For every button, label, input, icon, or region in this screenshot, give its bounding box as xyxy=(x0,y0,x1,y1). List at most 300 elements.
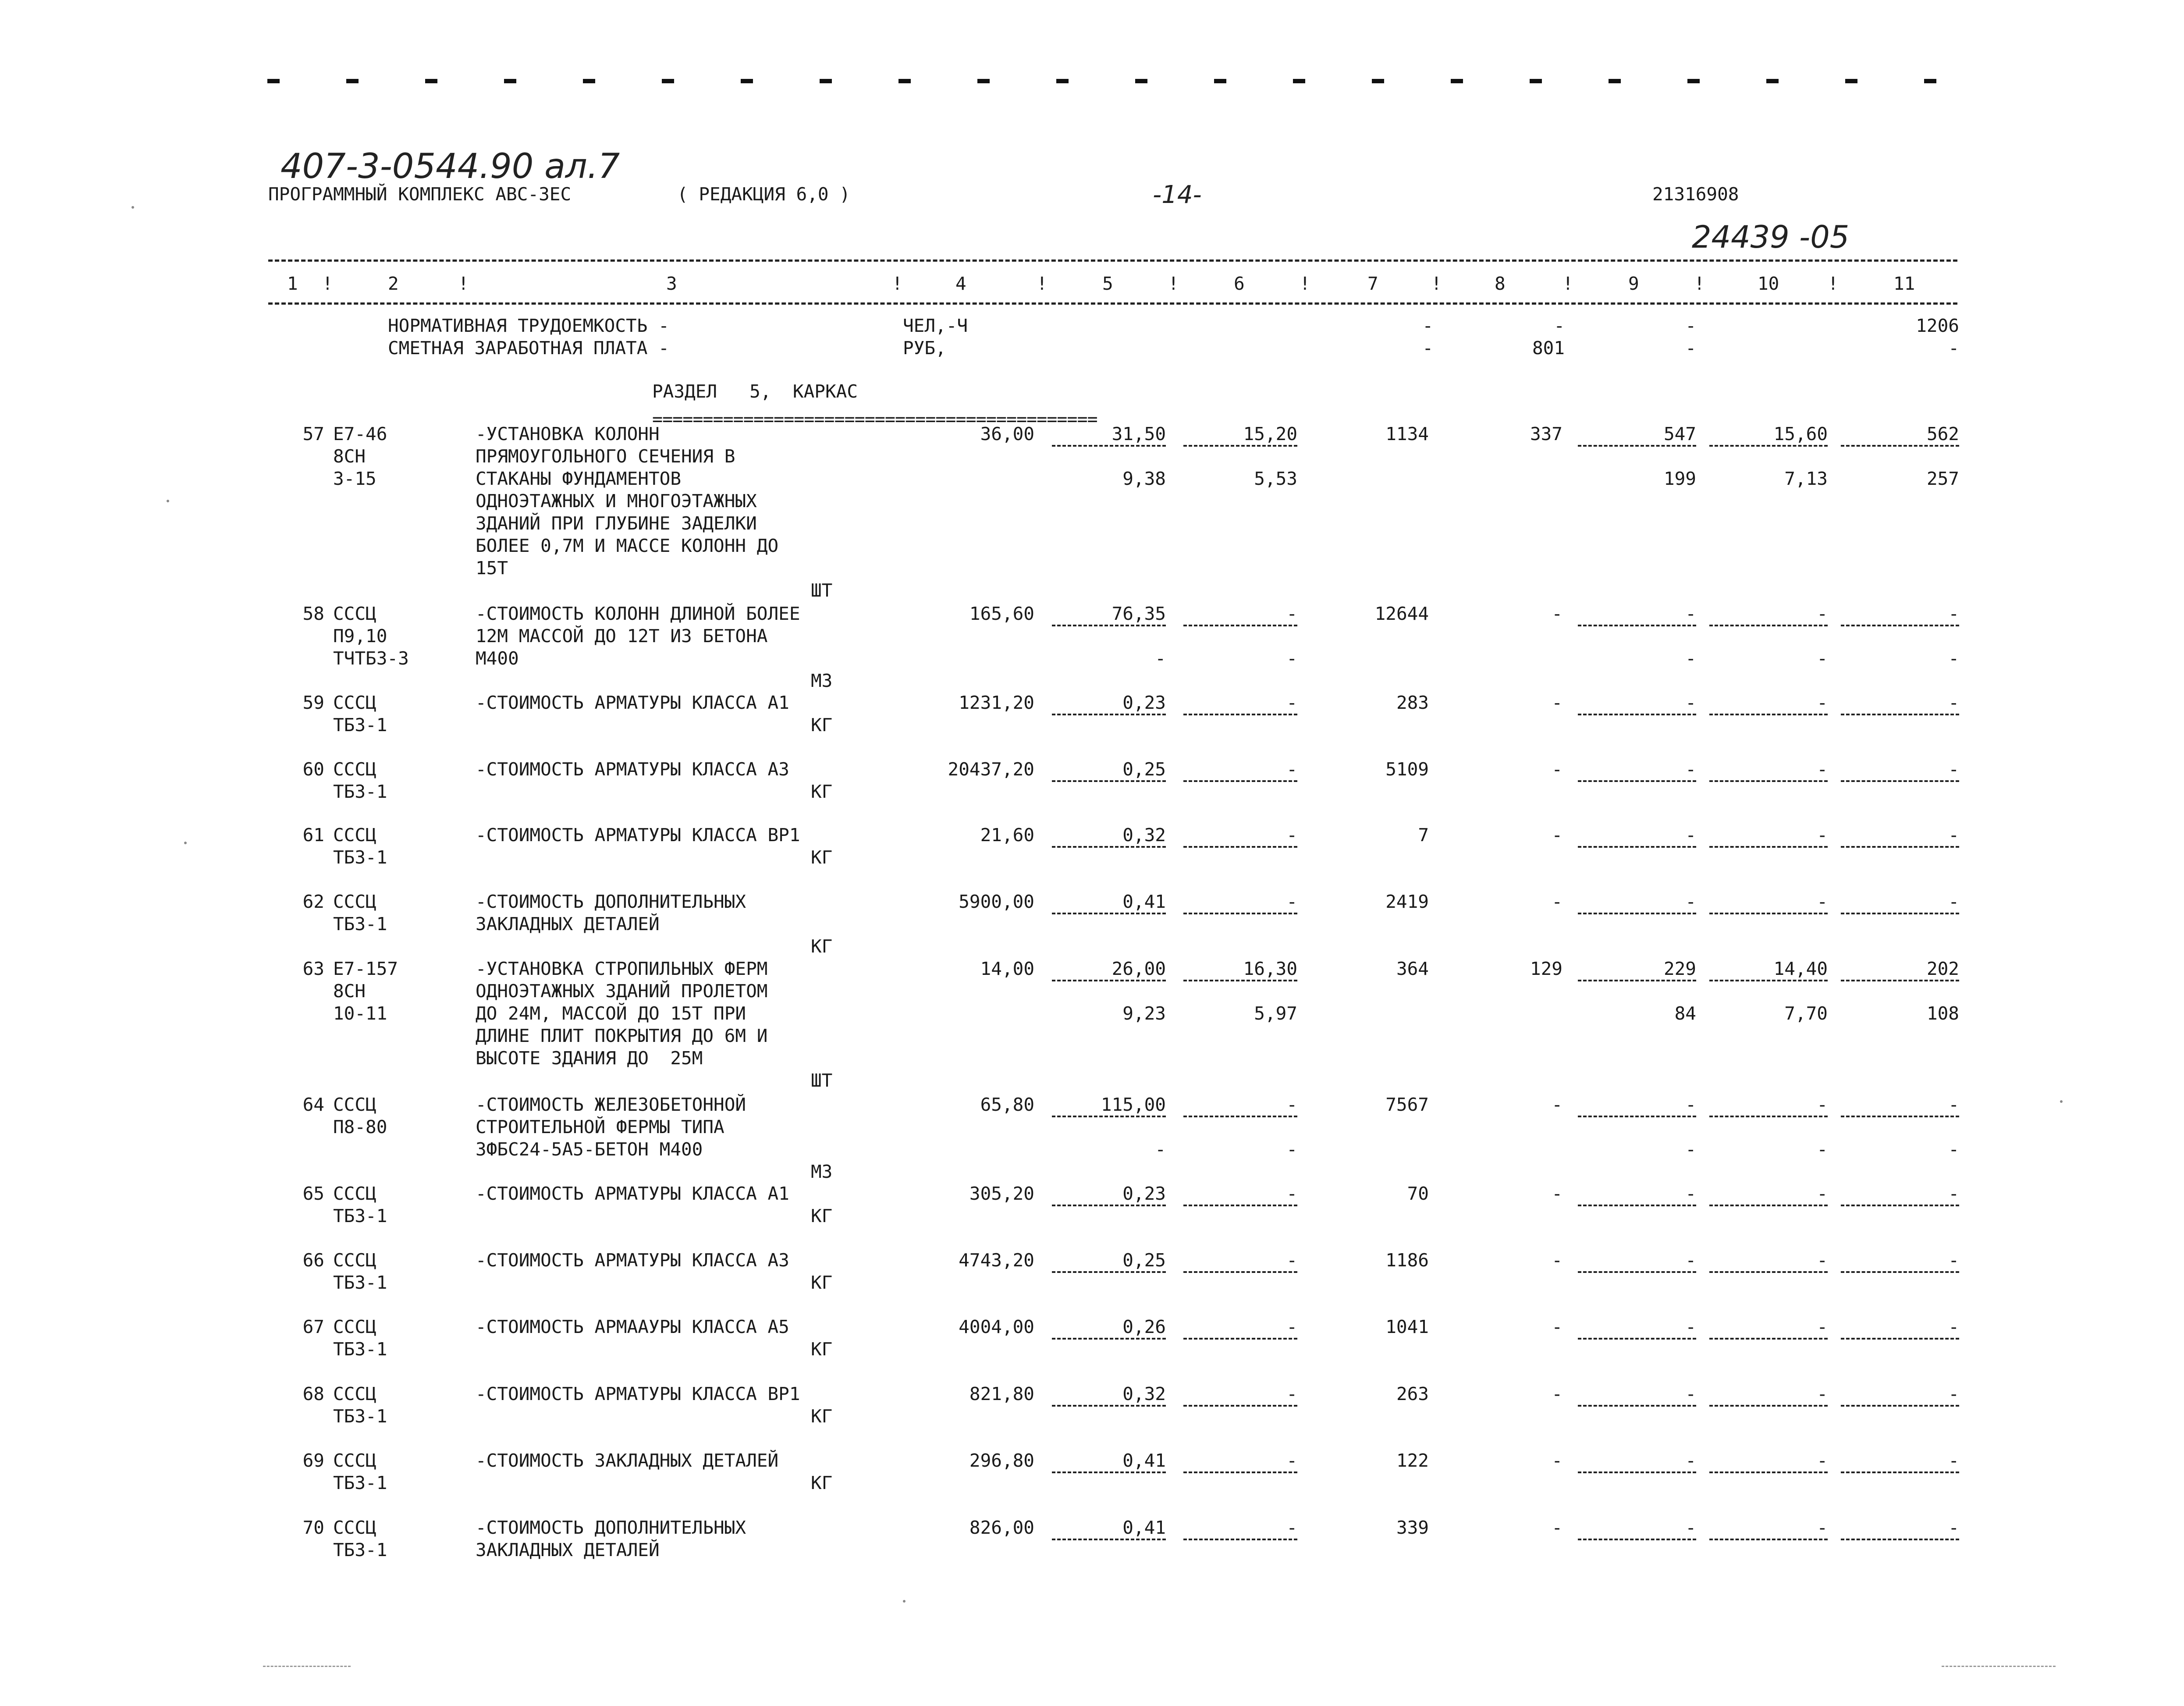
row-description: -СТОИМОСТЬ АРМАТУРЫ КЛАССА А1 xyxy=(476,692,789,713)
col7-total: 364 xyxy=(1396,958,1429,979)
col6-wage: - xyxy=(1286,1183,1297,1204)
row-description: -СТОИМОСТЬ ДОПОЛНИТЕЛЬНЫХ xyxy=(476,891,746,912)
col5-unit-cost: 0,25 xyxy=(1122,759,1166,780)
row-code: ТБ3-1 xyxy=(333,1205,387,1226)
page-number: -14- xyxy=(1153,181,1202,209)
col8-total-wage: 129 xyxy=(1530,958,1563,979)
col7-total: 5109 xyxy=(1385,759,1429,780)
col8-total-wage: - xyxy=(1552,759,1563,780)
section-underline: ============================================ xyxy=(652,409,1097,430)
col6-secondary: 5,97 xyxy=(1254,1003,1297,1024)
cell-underline xyxy=(1578,625,1696,626)
row-description: -СТОИМОСТЬ АРМААУРЫ КЛАССА А5 xyxy=(476,1316,789,1337)
cell-underline xyxy=(1841,1539,1959,1540)
col8-total-wage: - xyxy=(1552,1517,1563,1538)
col11-labor-total: - xyxy=(1948,1183,1959,1204)
row-description: БОЛЕЕ 0,7М И МАССЕ КОЛОНН ДО xyxy=(476,535,779,556)
col7-total: 283 xyxy=(1396,692,1429,713)
column-number-2: 2 xyxy=(388,273,399,294)
row-code: СССЦ xyxy=(333,1383,376,1404)
row-description: -СТОИМОСТЬ АРМАТУРЫ КЛАССА А1 xyxy=(476,1183,789,1204)
col7-total: 12644 xyxy=(1374,603,1429,624)
column-number-5: 5 xyxy=(1102,273,1113,294)
col11-labor-total: - xyxy=(1948,825,1959,846)
column-number-9: 9 xyxy=(1628,273,1639,294)
row-number: 64 xyxy=(302,1094,324,1115)
col10-secondary: 7,13 xyxy=(1784,468,1828,489)
cell-underline xyxy=(1578,846,1696,848)
cell-underline xyxy=(1578,1205,1696,1206)
col7-total: 7567 xyxy=(1385,1094,1429,1115)
cell-underline xyxy=(1578,1271,1696,1273)
col9-machines: - xyxy=(1685,1250,1696,1271)
column-number-8: 8 xyxy=(1495,273,1506,294)
row-number: 68 xyxy=(302,1383,324,1404)
row-code: СССЦ xyxy=(333,692,376,713)
col11-labor-total: - xyxy=(1948,1094,1959,1115)
col11-labor-total: - xyxy=(1948,1450,1959,1471)
row-code: ТБ3-1 xyxy=(333,781,387,802)
column-separator: ! xyxy=(1168,273,1179,294)
perforation-dash xyxy=(977,79,990,83)
col10-labor: - xyxy=(1817,1450,1828,1471)
col7-total: 1134 xyxy=(1385,423,1429,444)
column-separator: ! xyxy=(1694,273,1705,294)
column-number-1: 1 xyxy=(287,273,298,294)
row-description: -СТОИМОСТЬ ЖЕЛЕЗОБЕТОННОЙ xyxy=(476,1094,746,1115)
row-code: ТБ3-1 xyxy=(333,1339,387,1360)
col10-labor: - xyxy=(1817,692,1828,713)
summary-col11: 1206 xyxy=(1916,315,1959,336)
col10-labor: - xyxy=(1817,603,1828,624)
col5-secondary: - xyxy=(1155,1139,1166,1160)
col11-labor-total: - xyxy=(1948,1316,1959,1337)
header-rule-bottom xyxy=(268,302,1957,305)
cell-underline xyxy=(1052,846,1166,848)
cell-underline xyxy=(1578,1405,1696,1407)
col11-labor-total: - xyxy=(1948,603,1959,624)
cell-underline xyxy=(1841,714,1959,715)
col9-machines: - xyxy=(1685,1383,1696,1404)
row-description: -СТОИМОСТЬ ЗАКЛАДНЫХ ДЕТАЛЕЙ xyxy=(476,1450,779,1471)
row-description: -УСТАНОВКА СТРОПИЛЬНЫХ ФЕРМ xyxy=(476,958,768,979)
col10-labor: - xyxy=(1817,1094,1828,1115)
row-description: ЗАКЛАДНЫХ ДЕТАЛЕЙ xyxy=(476,913,660,935)
col6-wage: - xyxy=(1286,1316,1297,1337)
cell-underline xyxy=(1578,1116,1696,1117)
cell-underline xyxy=(1183,1539,1297,1540)
row-unit: КГ xyxy=(811,781,833,802)
cell-underline xyxy=(1183,913,1297,914)
row-description: ЗДАНИЙ ПРИ ГЛУБИНЕ ЗАДЕЛКИ xyxy=(476,513,757,534)
row-number: 61 xyxy=(302,825,324,846)
cell-underline xyxy=(1052,780,1166,782)
edition-label: ( РЕДАКЦИЯ 6,0 ) xyxy=(677,184,850,205)
column-separator: ! xyxy=(1300,273,1310,294)
summary-col8: - xyxy=(1554,315,1565,336)
col11-secondary: - xyxy=(1948,1139,1959,1160)
row-description: ОДНОЭТАЖНЫХ И МНОГОЭТАЖНЫХ xyxy=(476,490,757,512)
summary-col11: - xyxy=(1948,338,1959,359)
row-code: ТБ3-1 xyxy=(333,714,387,736)
row-code: СССЦ xyxy=(333,891,376,912)
row-description: -СТОИМОСТЬ КОЛОНН ДЛИНОЙ БОЛЕЕ xyxy=(476,603,800,624)
bottom-scan-mark xyxy=(263,1666,351,1667)
col6-wage: 16,30 xyxy=(1243,958,1297,979)
cell-underline xyxy=(1183,780,1297,782)
col4-quantity: 21,60 xyxy=(980,825,1034,846)
column-number-11: 11 xyxy=(1893,273,1915,294)
col10-labor: - xyxy=(1817,1250,1828,1271)
col7-total: 122 xyxy=(1396,1450,1429,1471)
cell-underline xyxy=(1841,780,1959,782)
doc-code-handwritten: 407-3-0544.90 ал.7 xyxy=(281,147,620,186)
cell-underline xyxy=(1709,714,1828,715)
col7-total: 1041 xyxy=(1385,1316,1429,1337)
cell-underline xyxy=(1841,1205,1959,1206)
cell-underline xyxy=(1578,714,1696,715)
row-unit: КГ xyxy=(811,936,833,957)
col7-total: 70 xyxy=(1407,1183,1429,1204)
column-number-7: 7 xyxy=(1367,273,1378,294)
row-unit: КГ xyxy=(811,1272,833,1293)
row-description: 15Т xyxy=(476,558,508,579)
column-separator: ! xyxy=(1037,273,1048,294)
row-number: 59 xyxy=(302,692,324,713)
col5-unit-cost: 0,26 xyxy=(1122,1316,1166,1337)
col9-secondary: - xyxy=(1685,648,1696,669)
cell-underline xyxy=(1709,625,1828,626)
col10-labor: - xyxy=(1817,1183,1828,1204)
cell-underline xyxy=(1052,1271,1166,1273)
col8-total-wage: - xyxy=(1552,1094,1563,1115)
col11-secondary: - xyxy=(1948,648,1959,669)
row-code: СССЦ xyxy=(333,1183,376,1204)
row-unit: КГ xyxy=(811,1339,833,1360)
col6-secondary: - xyxy=(1286,1139,1297,1160)
cell-underline xyxy=(1709,1338,1828,1340)
row-number: 58 xyxy=(302,603,324,624)
row-code: ТЧТБ3-3 xyxy=(333,648,409,669)
col10-labor: - xyxy=(1817,1383,1828,1404)
cell-underline xyxy=(1709,1471,1828,1473)
col6-wage: - xyxy=(1286,825,1297,846)
col10-labor: - xyxy=(1817,1517,1828,1538)
perforation-dash xyxy=(346,79,359,83)
cell-underline xyxy=(1578,913,1696,914)
col6-wage: - xyxy=(1286,603,1297,624)
row-description: -СТОИМОСТЬ АРМАТУРЫ КЛАССА А3 xyxy=(476,759,789,780)
col9-machines: - xyxy=(1685,603,1696,624)
column-separator: ! xyxy=(1431,273,1442,294)
col10-secondary: - xyxy=(1817,1139,1828,1160)
cell-underline xyxy=(1841,913,1959,914)
col11-labor-total: - xyxy=(1948,1517,1959,1538)
column-number-10: 10 xyxy=(1758,273,1779,294)
cell-underline xyxy=(1183,1205,1297,1206)
row-number: 57 xyxy=(302,423,324,444)
summary-unit: РУБ, xyxy=(903,338,946,359)
col6-wage: - xyxy=(1286,891,1297,912)
perforation-dash xyxy=(1845,79,1857,83)
row-code: СССЦ xyxy=(333,759,376,780)
perforation-dash xyxy=(1214,79,1226,83)
cell-underline xyxy=(1183,1271,1297,1273)
col11-secondary: 108 xyxy=(1926,1003,1959,1024)
cell-underline xyxy=(1052,913,1166,914)
row-description: 3ФБС24-5А5-БЕТОН М400 xyxy=(476,1139,703,1160)
col10-labor: - xyxy=(1817,759,1828,780)
col4-quantity: 65,80 xyxy=(980,1094,1034,1115)
row-code: ТБ3-1 xyxy=(333,913,387,935)
col9-machines: - xyxy=(1685,1094,1696,1115)
row-description: -СТОИМОСТЬ ДОПОЛНИТЕЛЬНЫХ xyxy=(476,1517,746,1538)
cell-underline xyxy=(1578,1338,1696,1340)
row-unit: КГ xyxy=(811,1205,833,1226)
cell-underline xyxy=(1709,1405,1828,1407)
perforation-dash xyxy=(741,79,753,83)
col5-unit-cost: 0,23 xyxy=(1122,1183,1166,1204)
perforation-dash xyxy=(1293,79,1305,83)
row-code: СССЦ xyxy=(333,1450,376,1471)
col5-secondary: 9,38 xyxy=(1122,468,1166,489)
summary-col7: - xyxy=(1422,315,1433,336)
cell-underline xyxy=(1052,1471,1166,1473)
row-code: 8СН xyxy=(333,446,366,467)
cell-underline xyxy=(1841,1405,1959,1407)
row-code: Е7-46 xyxy=(333,423,387,444)
col5-secondary: 9,23 xyxy=(1122,1003,1166,1024)
row-description: ПРЯМОУГОЛЬНОГО СЕЧЕНИЯ В xyxy=(476,446,735,467)
perforation-dash xyxy=(583,79,595,83)
summary-col7: - xyxy=(1422,338,1433,359)
cell-underline xyxy=(1709,980,1828,981)
col7-total: 7 xyxy=(1418,825,1429,846)
col11-labor-total: - xyxy=(1948,1383,1959,1404)
col11-secondary: 257 xyxy=(1926,468,1959,489)
col6-wage: - xyxy=(1286,1383,1297,1404)
col8-total-wage: - xyxy=(1552,1383,1563,1404)
col10-labor: 14,40 xyxy=(1773,958,1828,979)
row-number: 66 xyxy=(302,1250,324,1271)
section-title: РАЗДЕЛ 5, КАРКАС xyxy=(652,381,858,402)
col10-labor: - xyxy=(1817,825,1828,846)
col11-labor-total: 202 xyxy=(1926,958,1959,979)
cell-underline xyxy=(1709,913,1828,914)
cell-underline xyxy=(1841,445,1959,447)
col4-quantity: 826,00 xyxy=(969,1517,1034,1538)
row-unit: КГ xyxy=(811,1406,833,1427)
cell-underline xyxy=(1183,1338,1297,1340)
header-rule-top xyxy=(268,259,1957,262)
row-number: 67 xyxy=(302,1316,324,1337)
col8-total-wage: - xyxy=(1552,1250,1563,1271)
cell-underline xyxy=(1709,846,1828,848)
col5-unit-cost: 115,00 xyxy=(1101,1094,1166,1115)
col9-machines: 547 xyxy=(1663,423,1696,444)
program-title: ПРОГРАММНЫЙ КОМПЛЕКС АВС-3ЕС xyxy=(268,184,572,205)
perforation-dash xyxy=(1135,79,1147,83)
col6-wage: - xyxy=(1286,692,1297,713)
col9-machines: - xyxy=(1685,1450,1696,1471)
row-code: СССЦ xyxy=(333,1250,376,1271)
col6-secondary: 5,53 xyxy=(1254,468,1297,489)
row-unit: КГ xyxy=(811,1472,833,1493)
row-number: 60 xyxy=(302,759,324,780)
row-code: 8СН xyxy=(333,981,366,1002)
cell-underline xyxy=(1183,625,1297,626)
col5-unit-cost: 26,00 xyxy=(1112,958,1166,979)
col5-unit-cost: 0,32 xyxy=(1122,1383,1166,1404)
col5-unit-cost: 0,23 xyxy=(1122,692,1166,713)
col11-labor-total: - xyxy=(1948,692,1959,713)
cell-underline xyxy=(1052,980,1166,981)
row-code: 10-11 xyxy=(333,1003,387,1024)
row-code: ТБ3-1 xyxy=(333,1272,387,1293)
cell-underline xyxy=(1052,1338,1166,1340)
row-code: СССЦ xyxy=(333,1316,376,1337)
doc-number: 21316908 xyxy=(1652,184,1739,205)
col6-wage: - xyxy=(1286,759,1297,780)
col11-labor-total: - xyxy=(1948,1250,1959,1271)
row-code: ТБ3-1 xyxy=(333,1406,387,1427)
col11-labor-total: - xyxy=(1948,891,1959,912)
cell-underline xyxy=(1052,1205,1166,1206)
column-number-6: 6 xyxy=(1234,273,1245,294)
perforation-dash xyxy=(1924,79,1936,83)
perforation-dash xyxy=(1530,79,1542,83)
row-description: ОДНОЭТАЖНЫХ ЗДАНИЙ ПРОЛЕТОМ xyxy=(476,981,768,1002)
col5-unit-cost: 0,25 xyxy=(1122,1250,1166,1271)
col6-wage: - xyxy=(1286,1094,1297,1115)
perforation-dash xyxy=(1609,79,1621,83)
col6-wage: - xyxy=(1286,1450,1297,1471)
col10-labor: 15,60 xyxy=(1773,423,1828,444)
col9-machines: - xyxy=(1685,891,1696,912)
row-description: ЗАКЛАДНЫХ ДЕТАЛЕЙ xyxy=(476,1539,660,1560)
col7-total: 2419 xyxy=(1385,891,1429,912)
row-description: -СТОИМОСТЬ АРМАТУРЫ КЛАССА А3 xyxy=(476,1250,789,1271)
row-description: ДО 24М, МАССОЙ ДО 15Т ПРИ xyxy=(476,1003,746,1024)
col4-quantity: 4004,00 xyxy=(959,1316,1034,1337)
row-code: ТБ3-1 xyxy=(333,1472,387,1493)
cell-underline xyxy=(1841,1471,1959,1473)
row-number: 63 xyxy=(302,958,324,979)
col5-unit-cost: 0,32 xyxy=(1122,825,1166,846)
row-description: -СТОИМОСТЬ АРМАТУРЫ КЛАССА ВР1 xyxy=(476,825,800,846)
col8-total-wage: - xyxy=(1552,1183,1563,1204)
column-number-3: 3 xyxy=(666,273,677,294)
col6-secondary: - xyxy=(1286,648,1297,669)
col10-labor: - xyxy=(1817,891,1828,912)
row-code: П8-80 xyxy=(333,1116,387,1137)
row-unit: КГ xyxy=(811,847,833,868)
summary-col9: - xyxy=(1685,338,1696,359)
col10-secondary: - xyxy=(1817,648,1828,669)
row-unit: ШТ xyxy=(811,1070,833,1091)
col8-total-wage: 337 xyxy=(1530,423,1563,444)
col9-machines: 229 xyxy=(1663,958,1696,979)
col7-total: 339 xyxy=(1396,1517,1429,1538)
cell-underline xyxy=(1183,1471,1297,1473)
cell-underline xyxy=(1183,846,1297,848)
cell-underline xyxy=(1841,625,1959,626)
row-unit: М3 xyxy=(811,1161,833,1182)
col5-unit-cost: 0,41 xyxy=(1122,891,1166,912)
col8-total-wage: - xyxy=(1552,692,1563,713)
row-description: ВЫСОТЕ ЗДАНИЯ ДО 25М xyxy=(476,1048,703,1069)
cell-underline xyxy=(1709,780,1828,782)
cell-underline xyxy=(1052,1405,1166,1407)
cell-underline xyxy=(1183,980,1297,981)
col4-quantity: 36,00 xyxy=(980,423,1034,444)
cell-underline xyxy=(1578,980,1696,981)
col9-machines: - xyxy=(1685,759,1696,780)
col4-quantity: 5900,00 xyxy=(959,891,1034,912)
col6-wage: 15,20 xyxy=(1243,423,1297,444)
col8-total-wage: - xyxy=(1552,891,1563,912)
cell-underline xyxy=(1052,714,1166,715)
cell-underline xyxy=(1578,780,1696,782)
row-code: СССЦ xyxy=(333,825,376,846)
column-separator: ! xyxy=(1563,273,1573,294)
col4-quantity: 821,80 xyxy=(969,1383,1034,1404)
perforation-dash xyxy=(1056,79,1069,83)
col4-quantity: 20437,20 xyxy=(948,759,1034,780)
column-number-4: 4 xyxy=(955,273,966,294)
row-code: Е7-157 xyxy=(333,958,398,979)
col4-quantity: 296,80 xyxy=(969,1450,1034,1471)
cell-underline xyxy=(1578,1539,1696,1540)
col10-labor: - xyxy=(1817,1316,1828,1337)
cell-underline xyxy=(1578,1471,1696,1473)
col11-labor-total: 562 xyxy=(1926,423,1959,444)
doc-number-handwritten: 24439 -05 xyxy=(1692,219,1850,255)
col9-machines: - xyxy=(1685,1316,1696,1337)
cell-underline xyxy=(1841,1116,1959,1117)
col4-quantity: 305,20 xyxy=(969,1183,1034,1204)
summary-col8: 801 xyxy=(1532,338,1565,359)
cell-underline xyxy=(1709,1205,1828,1206)
col4-quantity: 165,60 xyxy=(969,603,1034,624)
col11-labor-total: - xyxy=(1948,759,1959,780)
col9-machines: - xyxy=(1685,825,1696,846)
col8-total-wage: - xyxy=(1552,1316,1563,1337)
row-number: 70 xyxy=(302,1517,324,1538)
row-description: М400 xyxy=(476,648,519,669)
col5-unit-cost: 0,41 xyxy=(1122,1517,1166,1538)
row-code: СССЦ xyxy=(333,603,376,624)
col10-secondary: 7,70 xyxy=(1784,1003,1828,1024)
row-code: СССЦ xyxy=(333,1094,376,1115)
row-code: ТБ3-1 xyxy=(333,847,387,868)
col9-machines: - xyxy=(1685,1183,1696,1204)
row-unit: М3 xyxy=(811,670,833,691)
perforation-dash xyxy=(267,79,280,83)
cell-underline xyxy=(1052,1116,1166,1117)
col8-total-wage: - xyxy=(1552,603,1563,624)
cell-underline xyxy=(1709,445,1828,447)
row-description: ДЛИНЕ ПЛИТ ПОКРЫТИЯ ДО 6М И xyxy=(476,1025,768,1046)
perforation-dash xyxy=(1766,79,1779,83)
col9-machines: - xyxy=(1685,692,1696,713)
row-code: ТБ3-1 xyxy=(333,1539,387,1560)
row-number: 69 xyxy=(302,1450,324,1471)
col8-total-wage: - xyxy=(1552,825,1563,846)
row-description: СТАКАНЫ ФУНДАМЕНТОВ xyxy=(476,468,681,489)
cell-underline xyxy=(1709,1271,1828,1273)
col9-secondary: 84 xyxy=(1674,1003,1696,1024)
